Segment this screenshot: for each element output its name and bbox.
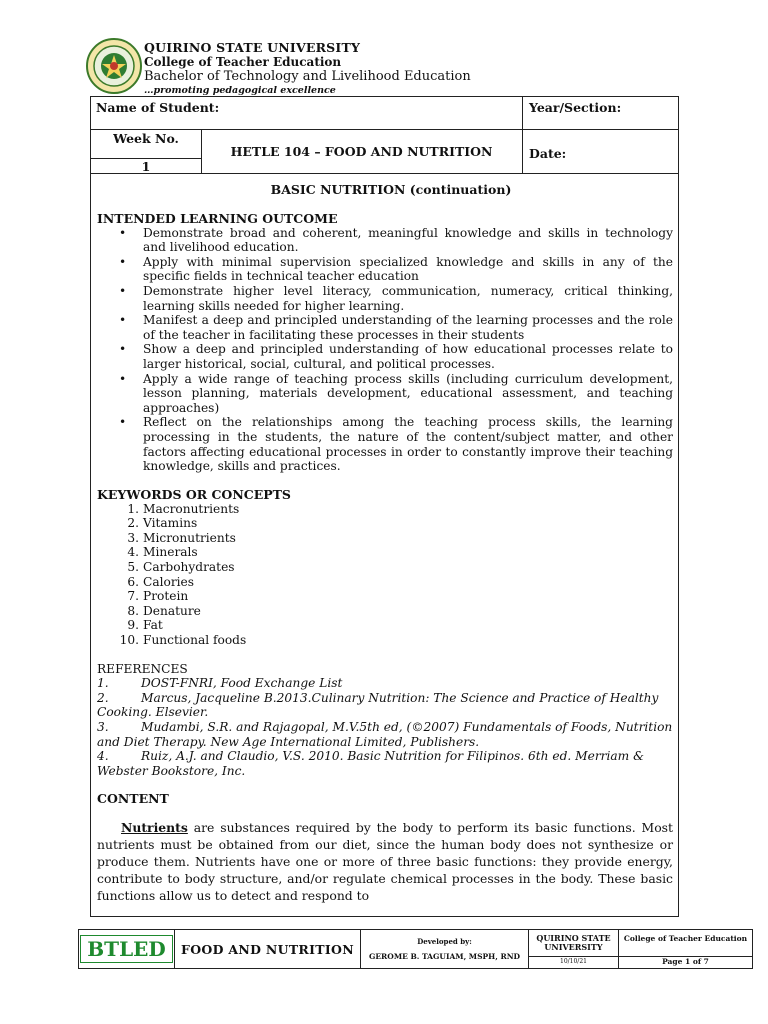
footer-university: QUIRINO STATE UNIVERSITY [529, 930, 618, 957]
btled-logo: BTLED [80, 935, 172, 963]
ilo-list [97, 226, 673, 474]
keyword-item: 1. Macronutrients [127, 501, 240, 516]
program-name: Bachelor of Technology and Livelihood Education [144, 69, 471, 84]
references-heading: REFERENCES [97, 661, 188, 676]
week-no-value: 1 [141, 159, 151, 174]
tagline: …promoting pedagogical excellence [144, 85, 336, 96]
footer-date: 10/10/21 [560, 958, 587, 965]
keyword-item: 9. Fat [127, 618, 163, 633]
reference-item: 3. Mudambi, S.R. and Rajagopal, M.V.5th ed, (©2007) Fundamentals of Foods, Nutrition and Diet Therapy. New Age International Limited, Publishers. [97, 720, 673, 749]
ilo-item: • Manifest a deep and principled understanding of the learning processes and the role of the teacher in facilitating these processes in their students [119, 313, 673, 342]
keyword-item: 5. Carbohydrates [127, 560, 235, 575]
content-heading: CONTENT [97, 791, 169, 807]
university-name: QUIRINO STATE UNIVERSITY [144, 40, 361, 55]
name-of-student-label: Name of Student: [96, 100, 220, 115]
developer-name: GEROME B. TAGUIAM, MSPH, RND [368, 952, 521, 961]
developed-by-label: Developed by: [417, 937, 472, 946]
content-paragraph: Nutrients are substances required by the body to perform its basic functions. Most nutrients must be obtained from our diet, since the human body does not synthesize or produce them. Nutrients have one or more of three basic functions: they provide energy, contribute to body structure, and/or regulate chemical processes in the body. These basic functions allow us to detect and respond to [97, 820, 673, 904]
lesson-title: BASIC NUTRITION (continuation) [270, 182, 512, 197]
module-body [97, 183, 673, 904]
college-name: College of Teacher Education [144, 55, 342, 69]
year-section-label: Year/Section: [529, 100, 622, 115]
footer-developer-cell [361, 930, 529, 968]
keyword-item: 7. Protein [127, 589, 189, 604]
university-seal-logo [86, 38, 142, 94]
ilo-heading: INTENDED LEARNING OUTCOME [97, 210, 338, 226]
document-header [86, 36, 686, 98]
keyword-item: 6. Calories [127, 574, 195, 589]
footer-college-cell [619, 930, 752, 968]
page-number: Page 1 of 7 [662, 957, 709, 966]
keyword-item: 3. Micronutrients [127, 530, 236, 545]
date-label: Date: [529, 146, 567, 161]
header-text [144, 40, 471, 96]
reference-item: 1. DOST-FNRI, Food Exchange List [97, 676, 343, 691]
footer-subject: FOOD AND NUTRITION [175, 930, 361, 968]
document-footer [78, 929, 753, 969]
footer-college: College of Teacher Education [619, 930, 752, 957]
keyword-item: 8. Denature [127, 603, 201, 618]
keyword-item: 10. Functional foods [119, 633, 247, 648]
reference-item: 2. Marcus, Jacqueline B.2013.Culinary Nutrition: The Science and Practice of Healthy Cooking. Elsevier. [97, 690, 659, 720]
student-info-table [91, 97, 678, 174]
footer-university-cell [529, 930, 619, 968]
ilo-item: • Apply with minimal supervision specialized knowledge and skills in any of the specific fields in technical teacher education [119, 255, 673, 284]
ilo-item: • Demonstrate higher level literacy, communication, numeracy, critical thinking, learning skills needed for higher learning. [119, 284, 673, 313]
course-title: HETLE 104 – FOOD AND NUTRITION [230, 144, 493, 159]
week-no-label: Week No. [113, 131, 179, 146]
nutrients-keyword: Nutrients [121, 820, 188, 836]
keywords-heading: KEYWORDS OR CONCEPTS [97, 486, 291, 502]
ilo-item: • Apply a wide range of teaching process skills (including curriculum development, lesson planning, materials development, educational assessment, and teaching approaches) [119, 372, 673, 416]
footer-logo-cell [79, 930, 175, 968]
keywords-list [97, 502, 673, 648]
keyword-item: 2. Vitamins [127, 516, 198, 531]
keyword-item: 4. Minerals [127, 545, 198, 560]
ilo-item: • Demonstrate broad and coherent, meaningful knowledge and skills in technology and livelihood education. [119, 226, 673, 255]
ilo-item: • Reflect on the relationships among the teaching process skills, the learning processing in the students, the nature of the content/subject matter, and other factors affecting educational processes in order to constantly improve their teaching knowledge, skills and practices. [119, 415, 673, 473]
ilo-item: • Show a deep and principled understanding of how educational processes relate to larger historical, social, cultural, and political processes. [119, 342, 673, 371]
references-list [97, 676, 673, 778]
reference-item: 4. Ruiz, A.J. and Claudio, V.S. 2010. Basic Nutrition for Filipinos. 6th ed. Merriam & Webster Bookstore, Inc. [97, 749, 644, 778]
module-sheet [90, 96, 679, 917]
